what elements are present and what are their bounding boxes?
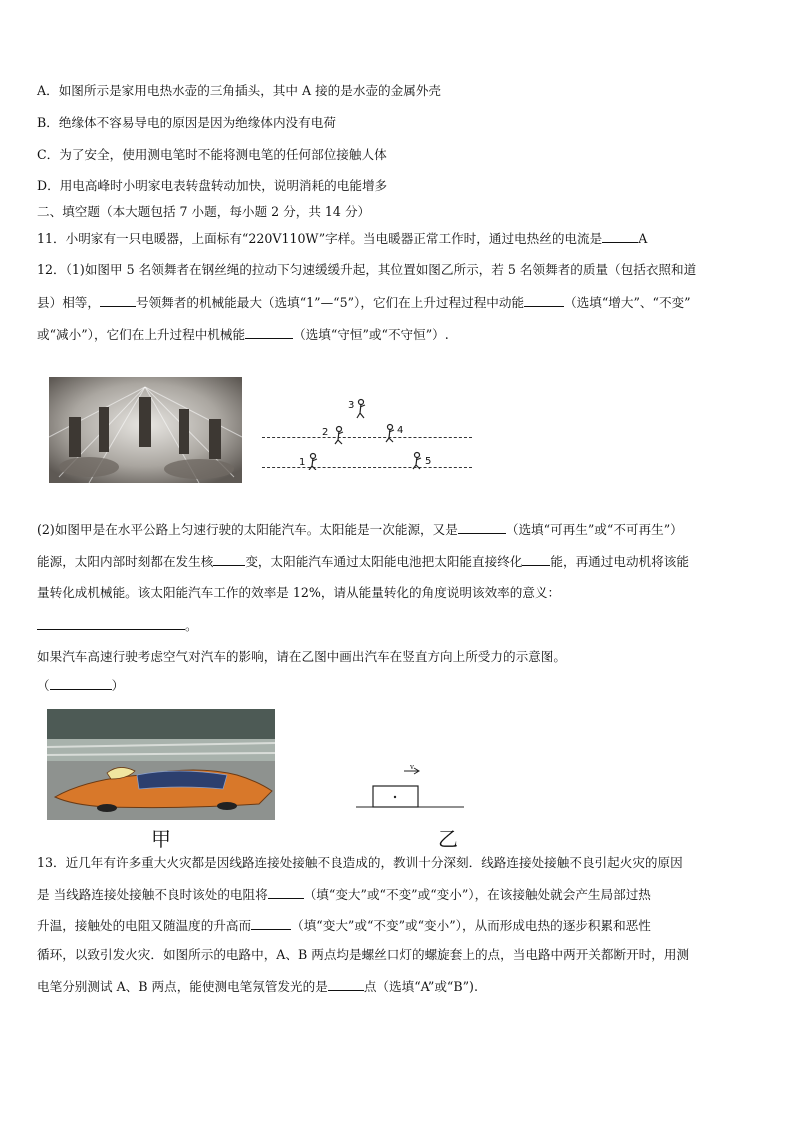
q13-text: 是 当线路连接处接触不良时该处的电阻将: [37, 887, 268, 902]
q11-text: 11．小明家有一只电暖器，上面标有“220V110W”字样。当电暖器正常工作时，通过电热丝的电流是: [37, 231, 603, 246]
q11-blank[interactable]: [602, 230, 638, 243]
paren-open: （: [37, 678, 50, 693]
q12-2-text: 能源，太阳内部时刻都在发生核: [37, 554, 214, 569]
dancer-2-label: 2: [322, 427, 329, 438]
q13-blank-3[interactable]: [328, 978, 364, 991]
q13-line-3: [37, 917, 651, 934]
dancer-3-label: 3: [348, 400, 355, 411]
dancer-5-label: 5: [425, 456, 432, 467]
q13-line-1: 13．近几年有许多重大火灾都是因线路连接处接触不良造成的，教训十分深刻．线路连接处接触不良引起火灾的原因: [37, 855, 683, 870]
q13-text: 点（选填“A”或“B”).: [363, 979, 478, 994]
car-block-diagram: [356, 765, 466, 815]
q12-2-text: （选填“可再生”或“不可再生”）: [505, 522, 683, 537]
q11-unit: A: [638, 231, 648, 246]
q12-line-1: 12．（1)如图甲 5 名领舞者在钢丝绳的拉动下匀速缓缓升起，其位置如图乙所示，若 5 名领舞者的质量（包括衣照和道: [37, 262, 697, 277]
q12-2-line-5: 如果汽车高速行驶考虑空气对汽车的影响，请在乙图中画出汽车在竖直方向上所受力的示意图。: [37, 649, 566, 664]
q12-2-line-1: [37, 521, 683, 538]
q12-blank-2[interactable]: [524, 294, 564, 307]
q12-2-line-6: [37, 677, 124, 694]
paren-close: ）: [111, 678, 125, 693]
q12-2-line-4: [37, 617, 198, 634]
q13-text: 电笔分别测试 A、B 两点，能使测电笔氖管发光的是: [37, 979, 328, 994]
q12-text: （选填“守恒”或“不守恒”）.: [293, 327, 449, 342]
q12-2-line-3: 量转化成机械能。该太阳能汽车工作的效率是 12%，请从能量转化的角度说明该效率的意义：: [37, 585, 561, 600]
q12-2-blank-3[interactable]: [522, 553, 550, 566]
dancer-4-label: 4: [397, 425, 404, 436]
caption-yi: 乙: [438, 827, 458, 851]
dancer-1-label: 1: [299, 457, 306, 468]
q12-2-text: 变，太阳能汽车通过太阳能电池把太阳能直接终化: [245, 554, 523, 569]
q12-blank-1[interactable]: [100, 294, 136, 307]
option-c: C．为了安全，使用测电笔时不能将测电笔的任何部位接触人体: [37, 147, 387, 162]
q12-text: 县）相等，: [37, 295, 100, 310]
q13-text: （填“变大”或“不变”或“变小”），从而形成电热的逐步积累和恶性: [291, 918, 651, 933]
q12-2-text: (2)如图甲是在水平公路上匀速行驶的太阳能汽车。太阳能是一次能源，又是: [37, 522, 458, 537]
q12-2-blank-1[interactable]: [458, 521, 506, 534]
q13-blank-2[interactable]: [251, 917, 291, 930]
stage-photo: [49, 377, 242, 483]
q12-2-text: 能，再通过电动机将该能: [550, 554, 689, 569]
q13-text: （填“变大”或“不变”或“变小”），在该接触处就会产生局部过热: [303, 887, 651, 902]
q12-2-blank-4[interactable]: [37, 617, 185, 630]
q12-2-blank-2[interactable]: [213, 553, 245, 566]
solar-car-photo: [47, 709, 275, 820]
q12-line-3: [37, 326, 449, 343]
q12-line-2: [37, 294, 691, 311]
caption-jia: 甲: [151, 827, 171, 851]
option-b: B．绝缘体不容易导电的原因是因为绝缘体内没有电荷: [37, 115, 336, 130]
option-a: A．如图所示是家用电热水壶的三角插头，其中 A 接的是水壶的金属外壳: [37, 83, 442, 98]
q12-2-text: 。: [185, 618, 198, 633]
dancer-figures: [300, 390, 440, 470]
q13-line-5: [37, 978, 478, 995]
q12-text: （选填“增大”、“不变”: [564, 295, 691, 310]
q13-text: 升温，接触处的电阻又随温度的升高而: [37, 918, 252, 933]
q12-2-line-2: [37, 553, 689, 570]
q13-blank-1[interactable]: [268, 886, 304, 899]
option-d: D．用电高峰时小明家电表转盘转动加快，说明消耗的电能增多: [37, 178, 388, 193]
q13-line-2: [37, 886, 651, 903]
q12-text: 号领舞者的机械能最大（选填“1”—“5”），它们在上升过程过程中动能: [135, 295, 525, 310]
question-11: [37, 230, 647, 247]
q12-2-blank-5[interactable]: [50, 677, 112, 690]
q12-text: 或“减小”），它们在上升过程中机械能: [37, 327, 246, 342]
q12-blank-3[interactable]: [245, 326, 293, 339]
q13-line-4: 循环，以致引发火灾．如图所示的电路中，A、B 两点均是螺丝口灯的螺旋套上的点，当电路中两开关都断开时，用测: [37, 947, 690, 962]
section-heading: 二、填空题（本大题包括 7 小题，每小题 2 分，共 14 分）: [37, 204, 371, 219]
svg-text:v: v: [410, 765, 414, 771]
